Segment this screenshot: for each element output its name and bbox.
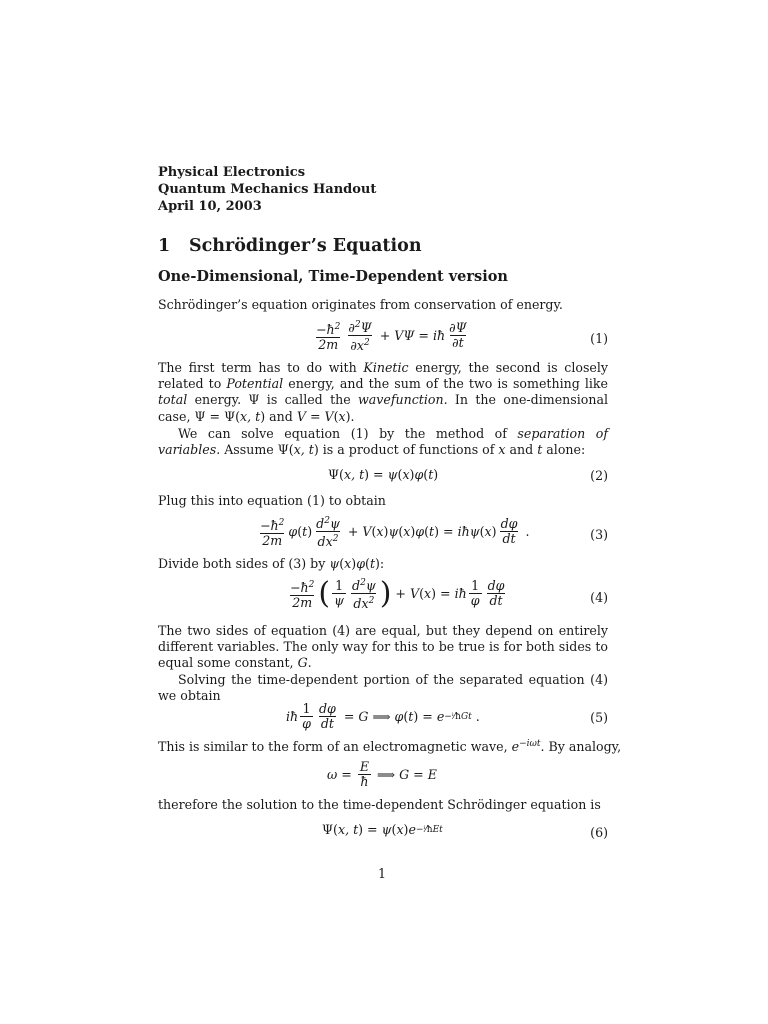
paragraph-intro: Schrödinger’s equation originates from conservation of energy. bbox=[158, 297, 563, 312]
course-title: Physical Electronics bbox=[158, 165, 306, 180]
equation-4: $\frac{-ħ^2}{2m}$ ( $\frac{1}{\psi}$ $\frac{d^2\psi}{dx^2}$ ) + V ( x ) = iħ $\frac{1}{\varphi}$ $\frac{d\varphi}{dt}$ bbox=[290, 575, 505, 612]
subsection-heading: One-Dimensional, Time-Dependent version bbox=[158, 268, 508, 285]
equation-6: Ψ( x, t ) = ψ ( x ) e −ⁱ⁄ħEt bbox=[322, 822, 443, 837]
equation-number-4: (4) bbox=[590, 590, 608, 605]
equation-1: $\frac{-ħ^2}{2m}$ $\frac{\partial^2\Psi}{\partial x^2}$ + VΨ = iħ $\frac{\partial\Psi}{\partial t}$ bbox=[316, 320, 467, 354]
paragraph-constant: The two sides of equation (4) are equal, but they depend on entirely different variables. The only way for this to be true is for both sides to equal some constant, G. bbox=[158, 623, 608, 671]
paragraph-separation: We can solve equation (1) by the method of separation of variables. Assume Ψ(x, t) is a product of functions of x and t alone: bbox=[158, 426, 608, 458]
section-title: Schrödinger’s Equation bbox=[189, 236, 422, 256]
equation-5: iħ $\frac{1}{\varphi}$ $\frac{d\varphi}{dt}$ = G ⟹ φ ( t ) = e −ⁱ⁄ħGt . bbox=[286, 701, 480, 731]
equation-2: Ψ( x, t ) = ψ ( x ) φ ( t ) bbox=[328, 467, 439, 482]
section-heading bbox=[158, 236, 422, 256]
equation-number-3: (3) bbox=[590, 527, 608, 542]
paragraph-therefore: therefore the solution to the time-dependent Schrödinger equation is bbox=[158, 797, 601, 812]
equation-3: $\frac{-ħ^2}{2m}$ φ ( t ) $\frac{d^2\psi}{dx^2}$ + V ( x ) ψ ( x ) φ ( t ) = iħψ ( x ) $\frac{d\varphi}{dt}$ . bbox=[260, 516, 530, 550]
paragraph-em-wave: This is similar to the form of an electromagnetic wave, $e^{-i\omega t}$. By analogy, bbox=[158, 739, 622, 755]
equation-number-6: (6) bbox=[590, 825, 608, 840]
paragraph-plug: Plug this into equation (1) to obtain bbox=[158, 493, 386, 508]
equation-number-2: (2) bbox=[590, 468, 608, 483]
equation-number-1: (1) bbox=[590, 331, 608, 346]
page-number: 1 bbox=[378, 866, 387, 881]
equation-number-5: (5) bbox=[590, 710, 608, 725]
handout-title: Quantum Mechanics Handout bbox=[158, 182, 377, 197]
paragraph-kinetic: The first term has to do with Kinetic energy, the second is closely related to Potential energy, and the sum of the two is something like total energy. Ψ is called the wavefunction. In the one-dimensional case, Ψ = Ψ(x, t) and V = V(x). bbox=[158, 360, 608, 424]
section-number: 1 bbox=[158, 236, 171, 256]
paragraph-solving: Solving the time-dependent portion of the separated equation (4) we obtain bbox=[158, 672, 608, 704]
paragraph-divide: Divide both sides of (3) by ψ(x)φ(t): bbox=[158, 556, 385, 571]
equation-omega: ω = $\frac{E}{ħ}$ ⟹ G = E bbox=[327, 759, 437, 789]
handout-date: April 10, 2003 bbox=[158, 199, 262, 214]
